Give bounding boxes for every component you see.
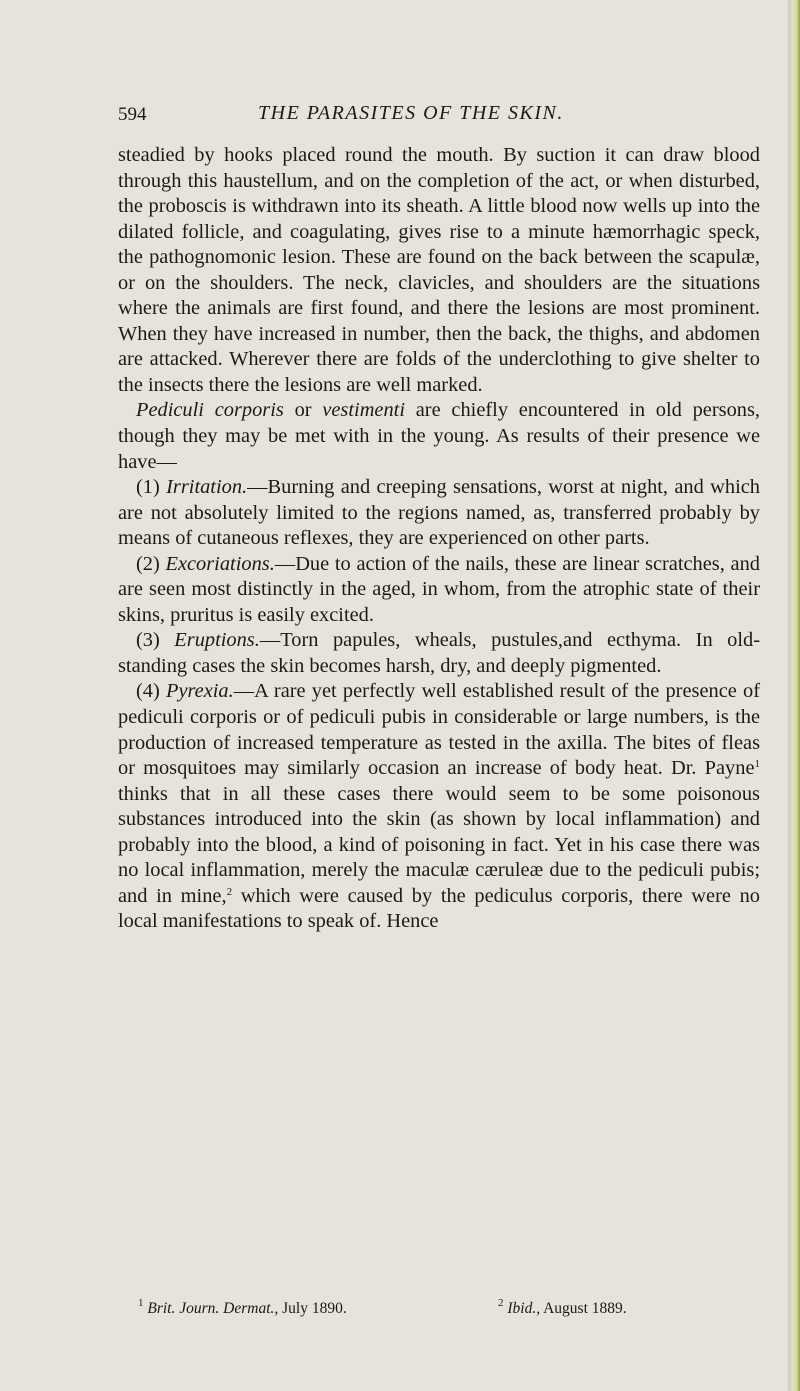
item-number: (2) [136, 552, 166, 575]
page-number: 594 [118, 104, 147, 125]
italic-heading: Eruptions. [174, 629, 260, 652]
paragraph-text: or [283, 399, 323, 422]
paragraph-text: —A rare yet perfectly well established result of the presence of pediculi corporis or of pediculi pubis in considerable or large numbers, is the production of increased temperature as tested in the axilla. The bites of fleas or mosquitoes may similarly occasion an increase of body heat. Dr. Payne [118, 680, 760, 780]
page-edge [788, 0, 800, 1391]
footnote [138, 1299, 347, 1319]
italic-term: vestimenti [322, 399, 405, 422]
italic-heading: Pyrexia. [165, 680, 234, 703]
paragraph [118, 398, 760, 475]
body-text [118, 143, 760, 935]
footnote-number: 2 [498, 1297, 504, 1309]
footnote-text: August 1889. [540, 1300, 627, 1317]
paragraph [118, 628, 760, 679]
footnote-source: Brit. Journ. Dermat., [147, 1300, 279, 1317]
italic-heading: Excoriations. [165, 552, 275, 575]
footnote-ref: 1 [754, 758, 760, 771]
paragraph-text: —Burning and creeping sensations, worst at night, and which are not absolutely limited to the regions named, as, transferred probably by means of cutaneous reflexes, they are experienced on other parts. [118, 476, 760, 550]
paragraph [118, 552, 760, 629]
paragraph [118, 143, 760, 398]
footnote-ref: 2 [226, 885, 233, 898]
italic-heading: Irritation. [166, 476, 248, 499]
page-header [118, 100, 758, 130]
item-number: (4) [136, 680, 166, 703]
item-number: (1) [136, 476, 167, 499]
paragraph [118, 679, 760, 934]
paragraph [118, 475, 760, 552]
paragraph-text: are chiefly encountered in old persons, though they may be met with in the young. As results of their presence we have— [118, 399, 760, 473]
footnote-number: 1 [138, 1297, 144, 1309]
paragraph-text: —Due to action of the nails, these are linear scratches, and are seen most distinctly in the aged, in whom, from the atrophic state of their skins, pruritus is easily excited. [118, 552, 760, 626]
paragraph-text: —Torn papules, wheals, pustules,and ecthyma. In old-standing cases the skin becomes harsh, dry, and deeply pigmented. [118, 629, 760, 677]
running-title: THE PARASITES OF THE SKIN. [258, 102, 564, 124]
paragraph-text: thinks that in all these cases there would seem to be some poisonous substances introduced into the skin (as shown by local inflammation) and probably into the blood, a kind of poisoning in fact. Yet in his case there was no local inflammation, merely the maculæ cæruleæ due to the pediculi pubis; and in mine, [118, 782, 760, 907]
footnote-text: July 1890. [278, 1300, 347, 1317]
paragraph-text: which were caused by the pediculus corporis, there were no local manifestations to speak of. Hence [118, 884, 760, 933]
item-number: (3) [136, 629, 175, 652]
paragraph-text: steadied by hooks placed round the mouth. By suction it can draw blood through this haustellum, and on the completion of the act, or when disturbed, the proboscis is withdrawn into its sheath. A little blood now wells up into the dilated follicle, and coagulating, gives rise to a minute hæmorrhagic speck, the pathognomonic lesion. These are found on the back between the scapulæ, or on the shoulders. The neck, clavicles, and shoulders are the situations where the animals are first found, and there the lesions are most prominent. When they have increased in number, then the back, the thighs, and abdomen are attacked. Wherever there are folds of the underclothing to give shelter to the insects there the lesions are well marked. [118, 144, 760, 396]
footnote-source: Ibid., [507, 1300, 541, 1317]
footnote [498, 1299, 627, 1319]
italic-term: Pediculi corporis [136, 399, 284, 422]
